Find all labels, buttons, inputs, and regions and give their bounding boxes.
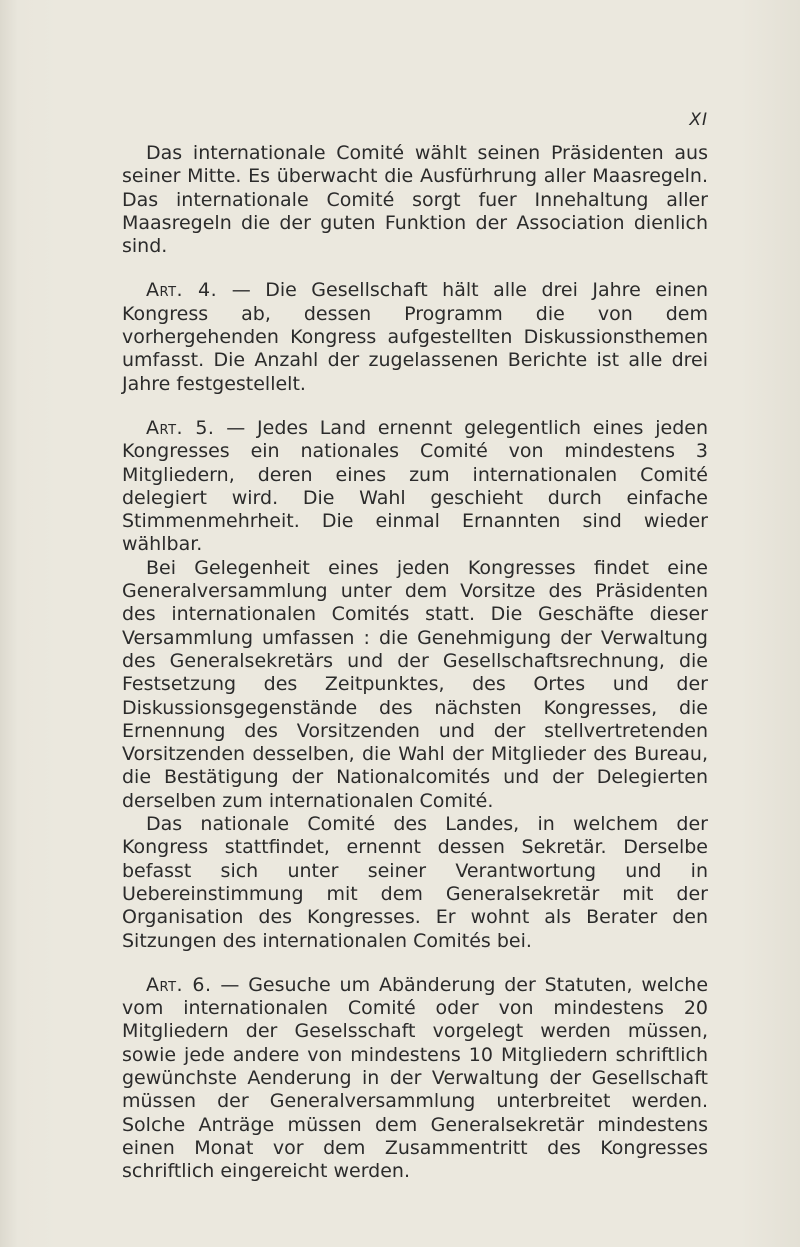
body-text	[122, 142, 708, 1183]
article-5	[122, 417, 708, 557]
paragraph-national-committee	[122, 813, 708, 953]
article-label: Art. 6.	[146, 973, 212, 996]
article-label: Art. 5.	[146, 416, 215, 439]
article-text: — Die Gesellschaft hält alle drei Jahre einen Kongress ab, dessen Programm die von dem vorhergehenden Kongress aufgestellten Diskussionsthemen umfasst. Die Anzahl der zugelassenen Berichte ist alle drei Jahre festgestellelt.	[122, 279, 709, 395]
paragraph-text: Das nationale Comité des Landes, in welchem der Kongress stattfindet, ernennt dessen Sekretär. Derselbe befasst sich unter seiner Verantwortung und in Uebereinstimmung mit dem Generalsekretär mit der Organisation des Kongresses. Er wohnt als Berater den Sitzungen des internationalen Comités bei.	[122, 813, 708, 952]
article-6	[122, 974, 708, 1184]
article-text: — Gesuche um Abänderung der Statuten, welche vom internationalen Comité oder von mindestens 20 Mitgliedern der Geselsschaft vorgelegt werden müssen, sowie jede andere von mindestens 10 Mitgliedern schriftlich gewünchste Aenderung in der Verwaltung der Gesellschaft müssen der Generalversammlung unterbreitet werden. Solche Anträge müssen dem Generalsekretär mindestens einen Monat vor dem Zusammentritt des Kongresses schriftlich eingereicht werden.	[122, 973, 709, 1183]
article-text: — Jedes Land ernennt gelegentlich eines jeden Kongresses ein nationales Comité von mindestens 3 Mitgliedern, deren eines zum internationalen Comité delegiert wird. Die Wahl geschieht durch einfache Stimmenmehrheit. Die einmal Ernannten sind wieder wählbar.	[122, 416, 708, 556]
page-number: XI	[689, 110, 708, 130]
article-4	[122, 279, 708, 395]
paragraph-president	[122, 142, 708, 258]
paragraph-general-assembly	[122, 557, 708, 813]
article-label: Art. 4.	[146, 279, 218, 302]
paragraph-text: Bei Gelegenheit eines jeden Kongresses findet eine Generalversammlung unter dem Vorsitze des Präsidenten des internationalen Comités statt. Die Geschäfte dieser Versammlung umfassen : die Genehmigung der Verwaltung des Generalsekretärs und der Gesellschaftsrechnung, die Festsetzung des Zeitpunktes, des Ortes und der Diskussionsgegenstände des nächsten Kongresses, die Ernennung des Vorsitzenden und der stellvertretenden Vorsitzenden desselben, die Wahl der Mitglieder des Bureau, die Bestätigung der Nationalcomités und der Delegierten derselben zum internationalen Comité.	[122, 556, 708, 812]
paragraph-text: Das internationale Comité wählt seinen Präsidenten aus seiner Mitte. Es überwacht die Ausfürhrung aller Maasregeln. Das internationale Comité sorgt fuer Innehaltung aller Maasregeln die der guten Funktion der Association dienlich sind.	[122, 142, 708, 258]
